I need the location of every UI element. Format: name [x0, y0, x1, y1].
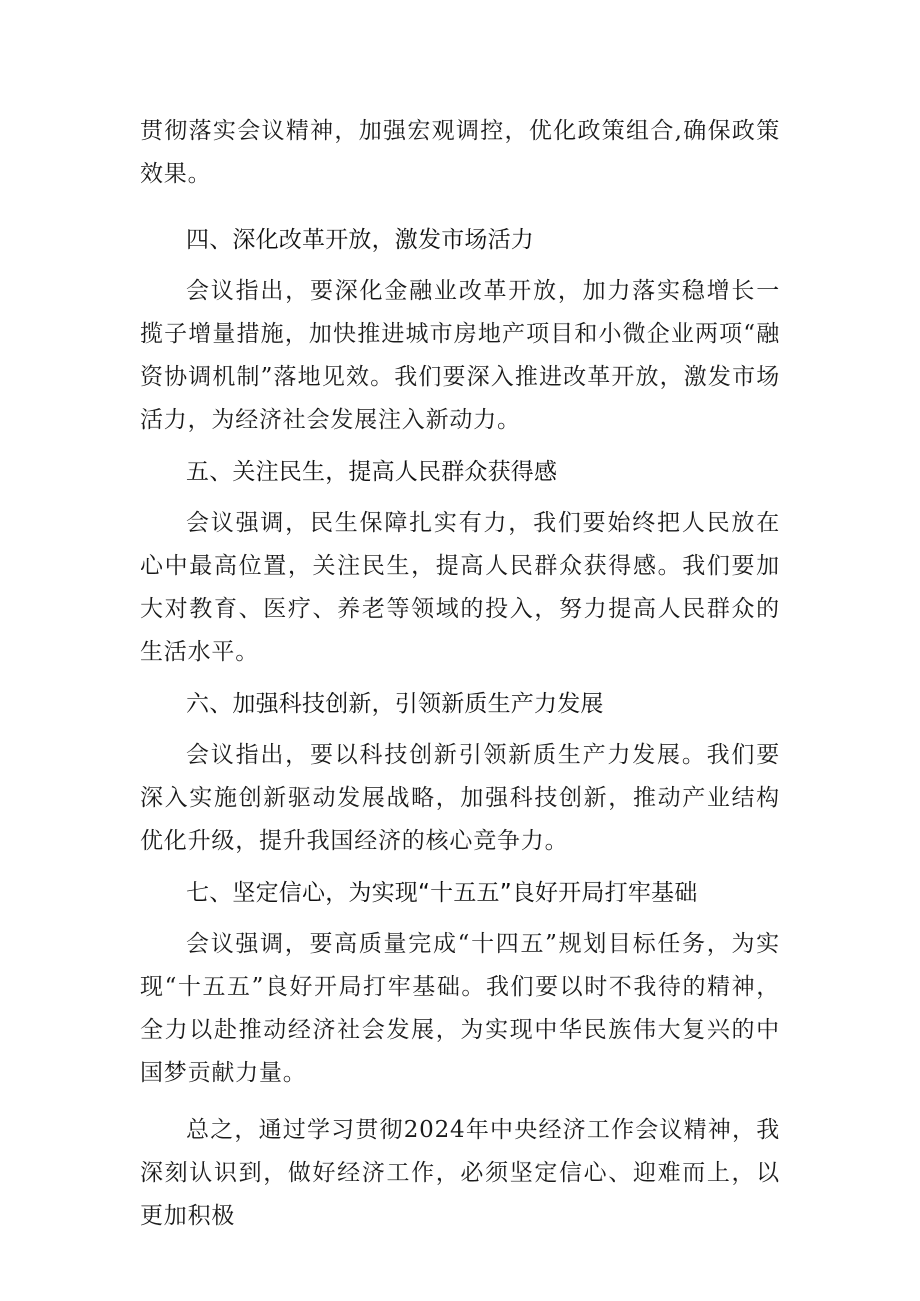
section-heading-5: 五、关注民生，提高人民群众获得感: [186, 459, 558, 485]
section-heading-4: 四、深化改革开放，激发市场活力: [186, 227, 534, 253]
section-body-5: 会议强调，民生保障扎实有力，我们要始终把人民放在心中最高位置，关注民生，提高人民群众获得感。我们要加大对教育、医疗、养老等领域的投入，努力提高人民群众的生活水平。: [140, 510, 780, 665]
continuation-paragraph: 贯彻落实会议精神，加强宏观调控，优化政策组合,确保政策效果。: [140, 118, 780, 187]
section-heading-7: 七、坚定信心，为实现“十五五”良好开局打牢基础: [186, 880, 698, 906]
section-body-4: 会议指出，要深化金融业改革开放，加力落实稳增长一揽子增量措施，加快推进城市房地产项目和小微企业两项“融资协调机制”落地见效。我们要深入推进改革开放，激发市场活力，为经济社会发展注入新动力。: [140, 278, 780, 433]
section-heading-6: 六、加强科技创新，引领新质生产力发展: [186, 691, 604, 717]
section-body-6: 会议指出，要以科技创新引领新质生产力发展。我们要深入实施创新驱动发展战略，加强科技创新，推动产业结构优化升级，提升我国经济的核心竞争力。: [140, 742, 780, 854]
section-body-7: 会议强调，要高质量完成“十四五”规划目标任务，为实现“十五五”良好开局打牢基础。我们要以时不我待的精神，全力以赴推动经济社会发展，为实现中华民族伟大复兴的中国梦贡献力量。: [140, 931, 780, 1086]
conclusion-paragraph: 总之，通过学习贯彻2024年中央经济工作会议精神，我深刻认识到，做好经济工作，必须坚定信心、迎难而上，以更加积极: [140, 1117, 780, 1229]
document-body: [140, 110, 780, 1238]
